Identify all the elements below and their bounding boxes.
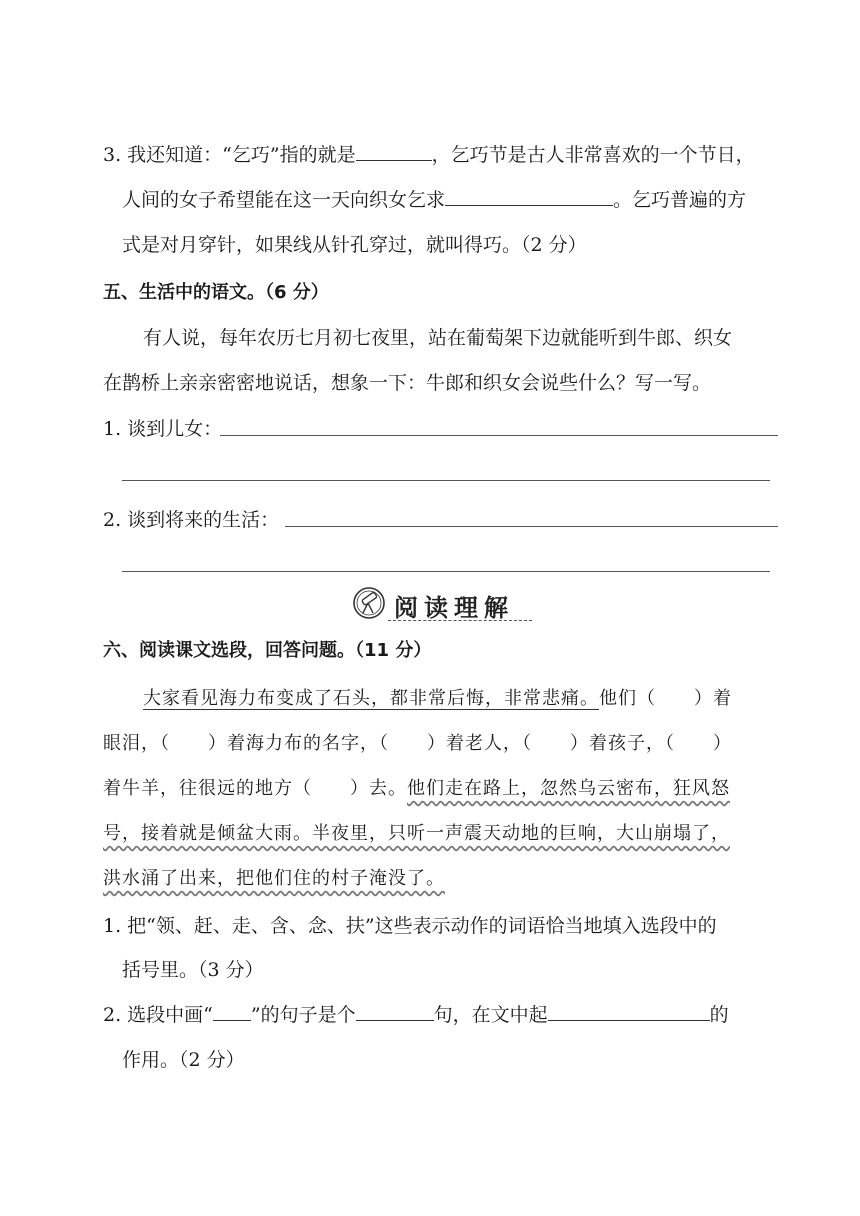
q2-text-c: 句，在文中起 xyxy=(433,1004,548,1026)
passage-line-1 xyxy=(143,684,778,714)
q3-text-1a: 3. 我还知道：“乞巧”指的就是 xyxy=(103,144,356,166)
q3-line-3 xyxy=(122,230,778,260)
passage-text-3a: 着牛羊，往很远的地方（ ）去。 xyxy=(103,778,407,799)
section5-item-2: 2. 谈到将来的生活： xyxy=(103,509,280,531)
section5-item-1: 1. 谈到儿女： xyxy=(103,418,223,440)
q3-line-2 xyxy=(122,185,778,215)
q2-underline-sample xyxy=(213,1000,251,1021)
q3-blank-1[interactable] xyxy=(356,140,432,161)
passage-line-4: 号，接着就是倾盆大雨。半夜里，只听一声震天动地的巨响，大山崩塌了， xyxy=(103,823,730,844)
section6-q1-line-2: 括号里。（3 分） xyxy=(122,959,264,981)
q2-blank-2[interactable] xyxy=(548,1000,710,1021)
q3-text-3: 式是对月穿针，如果线从针孔穿过，就叫得巧。（2 分） xyxy=(122,234,587,256)
q2-text-b: ”的句子是个 xyxy=(250,1004,356,1026)
wavy-text-3b: 他们走在路上，忽然乌云密布，狂风怒 xyxy=(407,778,730,799)
passage-text-1b: 他们（ ）着 xyxy=(599,688,732,709)
section5-para-1: 有人说，每年农历七月初七夜里，站在葡萄架下边就能听到牛郎、织女 xyxy=(143,327,733,349)
section5-para-2: 在鹊桥上亲亲密密地说话，想象一下：牛郎和织女会说些什么？写一写。 xyxy=(103,372,712,394)
q3-line-1 xyxy=(103,140,778,170)
section6-q2-line-2: 作用。（2 分） xyxy=(122,1049,245,1071)
telescope-icon xyxy=(352,586,386,620)
heading-title: 阅读理解 xyxy=(394,594,514,622)
section6-q2-line-1 xyxy=(103,1000,778,1030)
q3-text-2a: 人间的女子希望能在这一天向织女乞求 xyxy=(122,189,446,211)
answer-line-1a[interactable] xyxy=(220,435,778,436)
q3-text-2b: 。乞巧普遍的方 xyxy=(613,189,747,211)
q3-text-1b: ，乞巧节是古人非常喜欢的一个节日， xyxy=(431,144,755,166)
answer-line-1b[interactable] xyxy=(122,480,770,481)
heading-underline xyxy=(388,620,532,621)
q2-text-a: 2. 选段中画“ xyxy=(103,1004,213,1026)
section6-title: 六、阅读课文选段，回答问题。（11 分） xyxy=(103,640,432,661)
q2-blank-1[interactable] xyxy=(356,1000,434,1021)
reading-heading xyxy=(352,586,532,624)
q2-text-d: 的 xyxy=(709,1004,729,1026)
answer-line-2b[interactable] xyxy=(122,571,770,572)
q3-blank-2[interactable] xyxy=(445,185,613,206)
passage-line-3 xyxy=(103,774,778,804)
underlined-sentence: 大家看见海力布变成了石头，都非常后悔，非常悲痛。 xyxy=(143,688,599,709)
passage-line-5: 洪水涌了出来，把他们住的村子淹没了。 xyxy=(103,868,445,889)
passage-line-2: 眼泪，（ ）着海力布的名字，（ ）着老人，（ ）着孩子，（ ） xyxy=(103,733,732,754)
section5-title: 五、生活中的语文。（6 分） xyxy=(103,282,329,303)
answer-line-2a[interactable] xyxy=(285,526,778,527)
section6-q1-line-1: 1. 把“领、赶、走、含、念、扶”这些表示动作的词语恰当地填入选段中的 xyxy=(103,915,717,937)
